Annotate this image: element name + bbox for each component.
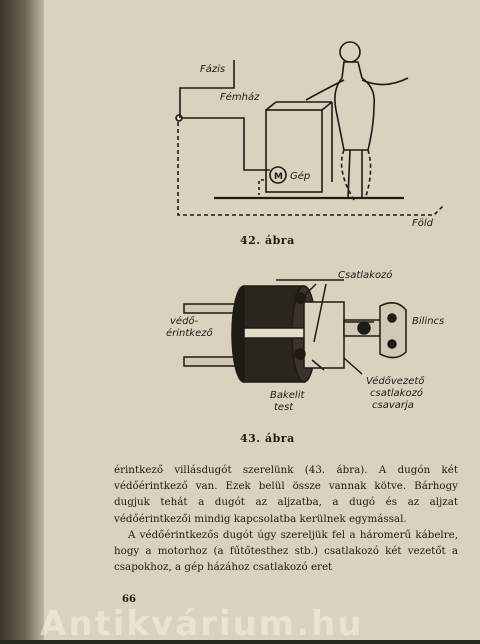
paragraph-2: A védőérintkezős dugót úgy szereljük fel a háromerű kábelre, hogy a motorhoz (a fűtőtesthez stb.) csatlakozó két vezetőt a csapokhoz, a gép házához csatlakozó eret xyxy=(114,528,458,574)
label-phase: Fázis xyxy=(200,64,226,75)
figure-42-illustration xyxy=(44,30,480,230)
label-screw-2: csatlakozó xyxy=(370,388,423,399)
label-connector: Csatlakozó xyxy=(338,270,393,281)
label-housing: Fémház xyxy=(220,92,260,103)
figure-42 xyxy=(44,30,480,230)
label-screw-3: csavarja xyxy=(372,400,414,411)
figure-43-illustration xyxy=(44,262,480,422)
watermark: Antikvárium.hu xyxy=(40,604,364,644)
figure-43-caption: 43. ábra xyxy=(240,432,295,445)
label-protective-contact-1: védő- xyxy=(170,316,199,327)
book-gutter xyxy=(0,0,44,640)
label-clamp: Bilincs xyxy=(412,316,445,327)
label-protective-contact-2: érintkező xyxy=(166,328,213,339)
label-motor-symbol: M xyxy=(274,172,283,182)
figure-42-caption: 42. ábra xyxy=(240,234,295,247)
body-text xyxy=(114,462,458,575)
figure-43 xyxy=(44,262,480,422)
label-machine: Gép xyxy=(290,171,311,182)
label-screw-1: Védővezető xyxy=(366,376,425,387)
page-number: 66 xyxy=(122,594,136,605)
paragraph-1: érintkező villásdugót szerelünk (43. ábra). A dugón két védőérintkező van. Ezek belül össze vannak kötve. Bárhogy dugjuk tehát a dugót az aljzatba, a dugó és az aljzat védőérintkezői mindig kapcsolatba kerülnek egymással. xyxy=(114,464,458,525)
label-bakelite-1: Bakelit xyxy=(270,390,305,401)
label-ground: Föld xyxy=(412,218,433,229)
label-bakelite-2: test xyxy=(274,402,294,413)
